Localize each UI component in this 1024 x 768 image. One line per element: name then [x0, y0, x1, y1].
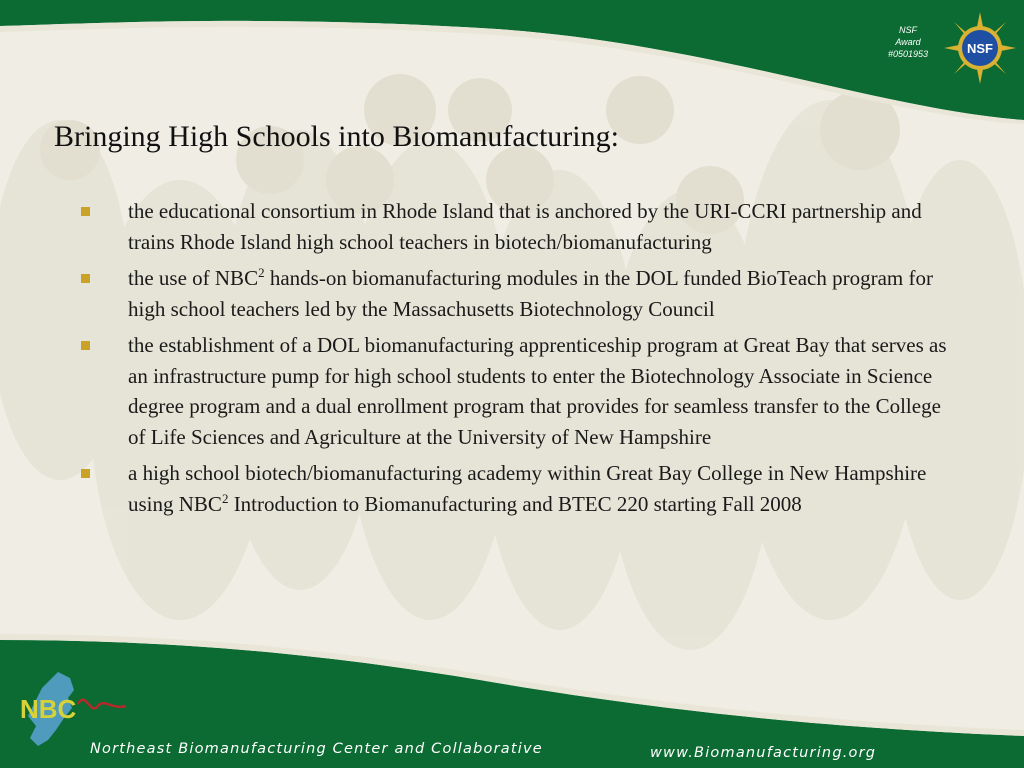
superscript: 2: [258, 265, 265, 280]
square-bullet-icon: [81, 274, 90, 283]
slide-title: Bringing High Schools into Biomanufacturing:: [54, 120, 619, 153]
bullet-item: [76, 330, 956, 452]
award-line-3: #0501953: [887, 49, 929, 59]
footer-org-name: Northeast Biomanufacturing Center and Collaborative: [90, 741, 543, 757]
award-line-2: Award: [895, 37, 921, 47]
footer-website-link[interactable]: www.Biomanufacturing.org: [650, 745, 877, 761]
bullet-text-end: hands-on biomanufacturing modules in the DOL funded BioTeach program for high school teachers led by the Massachusetts Biotechnology Council: [128, 266, 933, 321]
nbc-logo-text: NBC: [20, 694, 77, 724]
square-bullet-icon: [81, 341, 90, 350]
superscript: 2: [221, 490, 229, 506]
square-bullet-icon: [81, 469, 90, 478]
nsf-logo-text: NSF: [967, 41, 993, 56]
bullet-text: the establishment of a DOL biomanufacturing apprenticeship program at Great Bay that serves as an infrastructure pump for high school students to enter the Biotechnology Associate in Science degree program and a dual enrollment program that provides for seamless transfer to the College of Life Sciences and Agriculture at the University of New Hampshire: [128, 333, 947, 449]
bullet-text-start: the use of NBC: [128, 266, 259, 290]
bullet-item: [76, 458, 956, 519]
nbc-logo: [12, 668, 132, 748]
nsf-logo: [944, 12, 1016, 84]
bullet-item: [76, 196, 956, 257]
bullet-item: [76, 263, 956, 324]
bullet-list: [76, 196, 956, 525]
bullet-text-end: Introduction to Biomanufacturing and BTEC 220 starting Fall 2008: [228, 491, 802, 516]
nsf-award-label: [868, 24, 948, 60]
bullet-text: the educational consortium in Rhode Island that is anchored by the URI-CCRI partnership and trains Rhode Island high school teachers in biotech/biomanufacturing: [128, 199, 922, 254]
square-bullet-icon: [81, 207, 90, 216]
bullet-text-start: a high school biotech/biomanufacturing academy within Great Bay College in New Hampshire using NBC: [128, 461, 927, 516]
header-band: [0, 0, 1024, 130]
award-line-1: NSF: [899, 25, 917, 35]
